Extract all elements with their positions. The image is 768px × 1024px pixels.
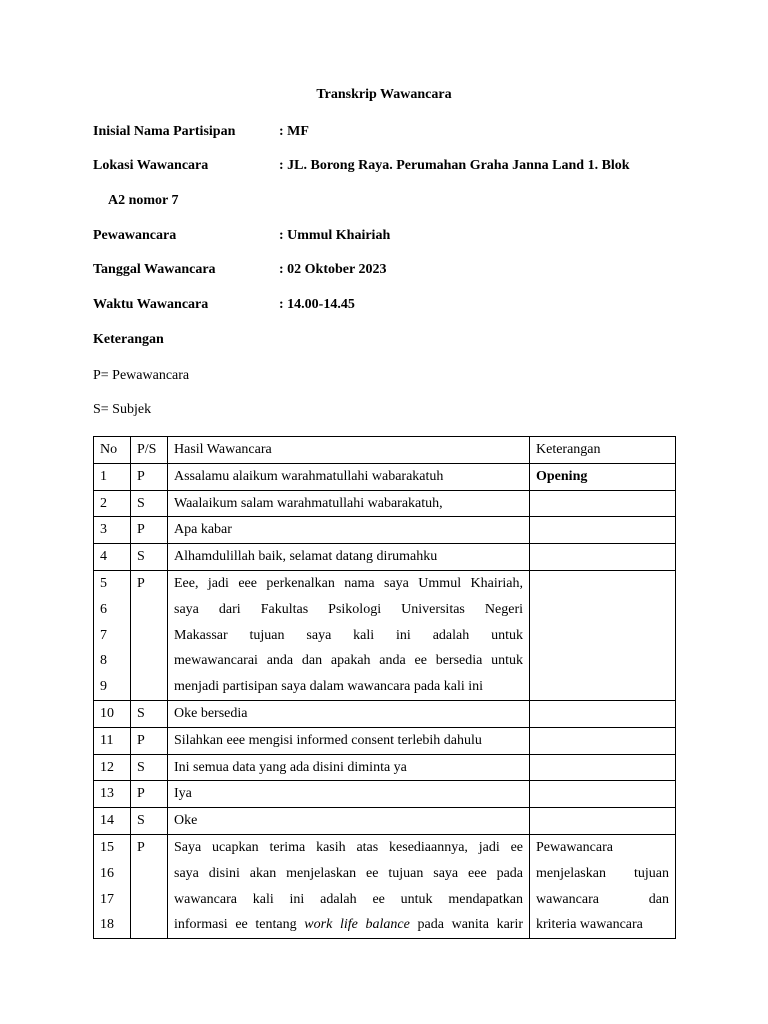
header-hasil-wawancara: Hasil Wawancara: [168, 437, 530, 464]
line-number: 6: [100, 601, 107, 617]
cell-no: 12: [94, 754, 131, 781]
line-number: 18: [100, 917, 114, 933]
cell-no: 10: [94, 700, 131, 727]
header-keterangan: Keterangan: [530, 437, 676, 464]
text-segment-italic: work life balance: [304, 917, 410, 933]
keterangan-heading: Keterangan: [93, 332, 164, 347]
text-line: Eee, jadi eee perkenalkan nama saya Ummul Khairiah,: [174, 575, 523, 591]
legend-s: S= Subjek: [93, 402, 152, 417]
field-label: Pewawancara: [93, 228, 177, 243]
cell-note: [530, 517, 676, 544]
text-line: saya dari Fakultas Psikologi Universitas Negeri: [174, 601, 523, 617]
field-value: : 02 Oktober 2023: [279, 262, 387, 277]
cell-no: 13: [94, 781, 131, 808]
cell-ps: P: [131, 570, 168, 700]
table-header-row: [94, 437, 676, 464]
document-title: Transkrip Wawancara: [316, 87, 452, 102]
cell-text: Silahkan eee mengisi informed consent terlebih dahulu: [168, 727, 530, 754]
location-continuation: A2 nomor 7: [108, 193, 179, 208]
line-number: 15: [100, 839, 114, 855]
cell-ps: P: [131, 517, 168, 544]
cell-text: Apa kabar: [168, 517, 530, 544]
table-row: [94, 808, 676, 835]
note-line: kriteria wawancara: [536, 917, 643, 933]
table-row: [94, 463, 676, 490]
cell-ps: P: [131, 834, 168, 938]
field-value: : MF: [279, 124, 309, 139]
cell-note: [530, 570, 676, 700]
line-number: 17: [100, 891, 114, 907]
cell-note: [530, 754, 676, 781]
cell-ps: S: [131, 490, 168, 517]
table-row: [94, 754, 676, 781]
table-row: [94, 727, 676, 754]
field-label: Waktu Wawancara: [93, 297, 209, 312]
text-line: saya disini akan menjelaskan ee tujuan saya eee pada: [174, 865, 523, 881]
cell-note: Opening: [530, 463, 676, 490]
field-value: : 14.00-14.45: [279, 297, 355, 312]
table-row: [94, 544, 676, 571]
text-line: menjadi partisipan saya dalam wawancara pada kali ini: [174, 679, 484, 695]
cell-no: [94, 570, 131, 700]
cell-text: Alhamdulillah baik, selamat datang dirumahku: [168, 544, 530, 571]
cell-text: [168, 570, 530, 700]
cell-text: [168, 834, 530, 938]
cell-ps: S: [131, 700, 168, 727]
cell-text: Assalamu alaikum warahmatullahi wabarakatuh: [168, 463, 530, 490]
header-no: No: [94, 437, 131, 464]
cell-note: [530, 781, 676, 808]
cell-text: Waalaikum salam warahmatullahi wabarakatuh,: [168, 490, 530, 517]
table-row: [94, 781, 676, 808]
table-row: [94, 834, 676, 938]
cell-ps: S: [131, 808, 168, 835]
text-line: mewawancarai anda dan apakah anda ee bersedia untuk: [174, 653, 523, 669]
cell-no: 3: [94, 517, 131, 544]
cell-note: [530, 808, 676, 835]
cell-note: [530, 834, 676, 938]
field-value: : JL. Borong Raya. Perumahan Graha Janna Land 1. Blok: [279, 158, 630, 173]
text-line: wawancara kali ini adalah ee untuk mendapatkan: [174, 891, 523, 907]
cell-note: [530, 700, 676, 727]
cell-no: 2: [94, 490, 131, 517]
field-value: : Ummul Khairiah: [279, 228, 391, 243]
cell-text: Iya: [168, 781, 530, 808]
cell-no: [94, 834, 131, 938]
cell-note: [530, 727, 676, 754]
text-line: [174, 912, 523, 938]
line-number: 16: [100, 865, 114, 881]
cell-ps: S: [131, 754, 168, 781]
cell-ps: P: [131, 463, 168, 490]
text-line: Makassar tujuan saya kali ini adalah untuk: [174, 627, 523, 643]
cell-ps: P: [131, 781, 168, 808]
table-row: [94, 570, 676, 700]
table-row: [94, 700, 676, 727]
note-line: menjelaskan tujuan: [536, 865, 669, 881]
line-number: 9: [100, 679, 107, 695]
cell-text: Oke bersedia: [168, 700, 530, 727]
cell-ps: P: [131, 727, 168, 754]
cell-no: 4: [94, 544, 131, 571]
text-segment: informasi ee tentang: [174, 917, 305, 933]
table-row: [94, 490, 676, 517]
header-ps: P/S: [131, 437, 168, 464]
cell-text: Ini semua data yang ada disini diminta ya: [168, 754, 530, 781]
field-label: Tanggal Wawancara: [93, 262, 216, 277]
text-line: Saya ucapkan terima kasih atas kesediaannya, jadi ee: [174, 839, 523, 855]
cell-text: Oke: [168, 808, 530, 835]
cell-note: [530, 544, 676, 571]
line-number: 5: [100, 575, 107, 591]
cell-no: 14: [94, 808, 131, 835]
line-number: 8: [100, 653, 107, 669]
cell-ps: S: [131, 544, 168, 571]
line-number: 7: [100, 627, 107, 643]
cell-no: 11: [94, 727, 131, 754]
transcript-table: [93, 436, 676, 939]
field-label: Lokasi Wawancara: [93, 158, 209, 173]
note-line: wawancara dan: [536, 891, 669, 907]
cell-no: 1: [94, 463, 131, 490]
note-line: Pewawancara: [536, 839, 613, 855]
field-label: Inisial Nama Partisipan: [93, 124, 236, 139]
table-row: [94, 517, 676, 544]
text-segment: pada wanita karir: [409, 917, 523, 933]
cell-note: [530, 490, 676, 517]
legend-p: P= Pewawancara: [93, 368, 190, 383]
